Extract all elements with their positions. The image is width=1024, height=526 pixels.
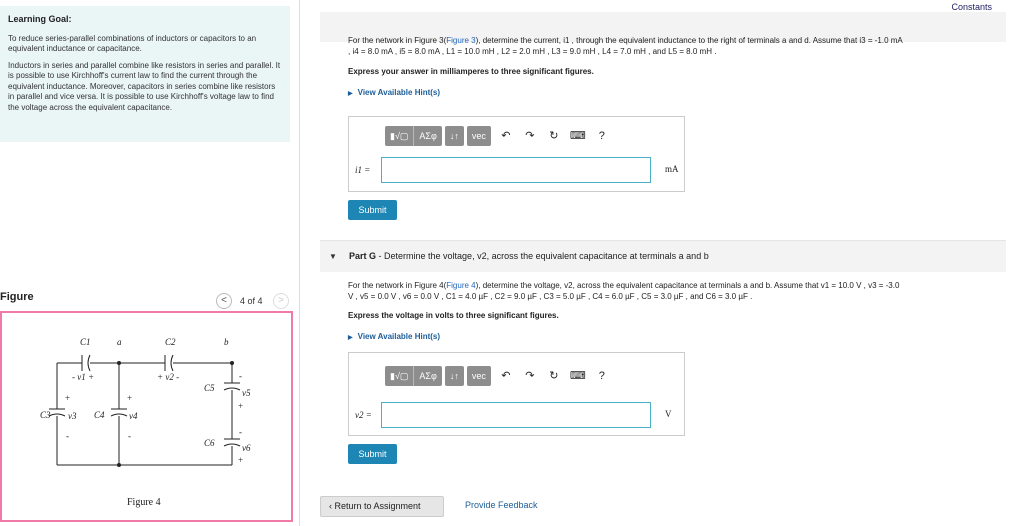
part-f-hint-link[interactable] bbox=[348, 88, 440, 97]
label-v1: - v1 + bbox=[72, 372, 95, 382]
node-a-dot bbox=[117, 361, 121, 365]
label-v4: v4 bbox=[129, 411, 138, 421]
column-divider bbox=[299, 0, 300, 526]
part-f-answer-label: i1 = bbox=[355, 165, 371, 175]
learning-goal-para-1: To reduce series-parallel combinations of inductors or capacitors to an equivalent inductance or capacitance. bbox=[8, 33, 257, 53]
template-button[interactable]: ▮√▢ bbox=[390, 131, 409, 141]
arrows-group bbox=[445, 366, 464, 386]
part-f-problem-text-a: For the network in Figure 3( bbox=[348, 36, 447, 45]
vec-group bbox=[467, 126, 491, 146]
part-g-problem bbox=[348, 280, 1008, 302]
part-f-answer-panel bbox=[348, 116, 685, 192]
reset-icon[interactable]: ↻ bbox=[549, 370, 559, 382]
caret-right-icon: ▶ bbox=[348, 91, 353, 97]
label-c5: C5 bbox=[204, 383, 215, 393]
part-g-title bbox=[349, 251, 709, 261]
greek-button[interactable]: ΑΣφ bbox=[413, 126, 441, 146]
sign-v5-minus: - bbox=[239, 371, 242, 381]
sign-v3-plus: + bbox=[65, 393, 71, 403]
caret-right-icon: ▶ bbox=[348, 335, 353, 341]
chevron-right-icon: > bbox=[278, 295, 284, 306]
figure-panel bbox=[0, 311, 293, 522]
learning-goal-panel bbox=[0, 6, 290, 142]
part-g-title-rest: - Determine the voltage, v2, across the equivalent capacitance at terminals a and b bbox=[376, 251, 709, 261]
figure-4-link[interactable]: Figure 4 bbox=[446, 281, 476, 290]
part-g-hint-link[interactable] bbox=[348, 332, 440, 341]
redo-icon[interactable]: ↷ bbox=[525, 130, 535, 142]
provide-feedback-link[interactable]: Provide Feedback bbox=[465, 500, 538, 510]
return-label: Return to Assignment bbox=[334, 501, 421, 511]
part-g-unit: V bbox=[665, 409, 672, 419]
label-c1: C1 bbox=[80, 337, 91, 347]
chevron-left-icon: < bbox=[221, 295, 227, 306]
chevron-left-icon: ‹ bbox=[329, 501, 332, 511]
part-g-answer-label: v2 = bbox=[355, 410, 372, 420]
template-greek-group bbox=[385, 126, 442, 146]
template-button[interactable]: ▮√▢ bbox=[390, 371, 409, 381]
part-g-submit-button[interactable]: Submit bbox=[348, 444, 397, 464]
sign-v4-plus: + bbox=[127, 393, 133, 403]
part-g-problem-text-a: For the network in Figure 4( bbox=[348, 281, 447, 290]
next-figure-button[interactable] bbox=[273, 293, 289, 309]
subscript-superscript-button[interactable]: ↓↑ bbox=[449, 371, 459, 381]
keyboard-icon[interactable]: ⌨ bbox=[569, 370, 586, 382]
figure-counter: 4 of 4 bbox=[240, 296, 263, 306]
help-icon[interactable]: ? bbox=[598, 130, 605, 142]
part-g-math-toolbar bbox=[385, 365, 614, 387]
undo-icon[interactable]: ↶ bbox=[501, 370, 511, 382]
node-b-dot bbox=[230, 361, 234, 365]
part-g-answer-input[interactable] bbox=[381, 402, 651, 428]
label-v5: v5 bbox=[242, 388, 251, 398]
label-c6: C6 bbox=[204, 438, 215, 448]
label-v3: v3 bbox=[68, 411, 77, 421]
label-c3: C3 bbox=[40, 410, 51, 420]
template-greek-group bbox=[385, 366, 442, 386]
figure-caption: Figure 4 bbox=[127, 497, 161, 508]
figure-heading: Figure bbox=[0, 291, 34, 303]
subscript-superscript-button[interactable]: ↓↑ bbox=[449, 131, 459, 141]
learning-goal-para-2: Inductors in series and parallel combine like resistors in series and parallel. It is possible to use Kirchhoff's current law to find the current through the equivalent inductance. Moreover, capacitors in series combine like resistors in parallel and vice versa. It is possible to use Kirchhoff's voltage law to find the voltage across the equivalent capacitance. bbox=[8, 60, 281, 112]
undo-icon[interactable]: ↶ bbox=[501, 130, 511, 142]
part-g-header[interactable] bbox=[320, 240, 1006, 272]
constants-link[interactable]: Constants bbox=[951, 2, 992, 12]
redo-icon[interactable]: ↷ bbox=[525, 370, 535, 382]
previous-figure-button[interactable] bbox=[216, 293, 232, 309]
part-g-answer-panel bbox=[348, 352, 685, 436]
part-g-instruction: Express the voltage in volts to three significant figures. bbox=[348, 311, 559, 320]
label-v6: v6 bbox=[242, 443, 251, 453]
sign-v4-minus: - bbox=[128, 431, 131, 441]
label-c4: C4 bbox=[94, 410, 105, 420]
greek-button[interactable]: ΑΣφ bbox=[413, 366, 441, 386]
learning-goal-title: Learning Goal: bbox=[8, 14, 72, 24]
part-f-problem-text-b: ), determine the current, i1 , through the equivalent inductance to the right of terminals a and d. Assume that i3 = -1.0 mA bbox=[475, 36, 903, 45]
part-f-instruction: Express your answer in milliamperes to three significant figures. bbox=[348, 67, 594, 76]
circuit-diagram bbox=[2, 313, 291, 520]
caret-down-icon: ▼ bbox=[329, 252, 337, 261]
part-g-problem-text-c: V , v5 = 0.0 V , v6 = 0.0 V , C1 = 4.0 µF , C2 = 9.0 µF , C3 = 5.0 µF , C4 = 6.0 µF , C5 = 3.0 µF , and C6 = 3.0 µF . bbox=[348, 292, 753, 301]
part-g-problem-text-b: ), determine the voltage, v2, across the equivalent capacitance at terminals a and b. Assume that v1 = 10.0 V , v3 = -3.0 bbox=[475, 281, 900, 290]
reset-icon[interactable]: ↻ bbox=[549, 130, 559, 142]
part-f-problem-text-c: , i4 = 8.0 mA , i5 = 8.0 mA , L1 = 10.0 mH , L2 = 2.0 mH , L3 = 9.0 mH , L4 = 7.0 mH , and L5 = 8.0 mH . bbox=[348, 47, 717, 56]
vec-group bbox=[467, 366, 491, 386]
sign-v3-minus: - bbox=[66, 431, 69, 441]
part-g-title-bold: Part G bbox=[349, 251, 377, 261]
label-b: b bbox=[224, 337, 229, 347]
part-f-unit: mA bbox=[665, 164, 679, 174]
part-f-math-toolbar bbox=[385, 125, 614, 147]
part-f-problem bbox=[348, 35, 1008, 57]
label-c2: C2 bbox=[165, 337, 176, 347]
sign-v6-plus: + bbox=[238, 455, 244, 465]
sign-v5-plus: + bbox=[238, 401, 244, 411]
part-f-submit-button[interactable]: Submit bbox=[348, 200, 397, 220]
vec-button[interactable]: vec bbox=[471, 371, 486, 381]
part-g-hint-label: View Available Hint(s) bbox=[357, 332, 441, 341]
return-to-assignment-button[interactable] bbox=[320, 496, 444, 517]
keyboard-icon[interactable]: ⌨ bbox=[569, 130, 586, 142]
part-f-answer-input[interactable] bbox=[381, 157, 651, 183]
node-bottom-dot bbox=[117, 463, 121, 467]
label-v2: + v2 - bbox=[157, 372, 180, 382]
vec-button[interactable]: vec bbox=[471, 131, 486, 141]
sign-v6-minus: - bbox=[239, 427, 242, 437]
part-f-hint-label: View Available Hint(s) bbox=[357, 88, 441, 97]
figure-3-link[interactable]: Figure 3 bbox=[446, 36, 476, 45]
help-icon[interactable]: ? bbox=[598, 370, 605, 382]
arrows-group bbox=[445, 126, 464, 146]
label-a: a bbox=[117, 337, 122, 347]
